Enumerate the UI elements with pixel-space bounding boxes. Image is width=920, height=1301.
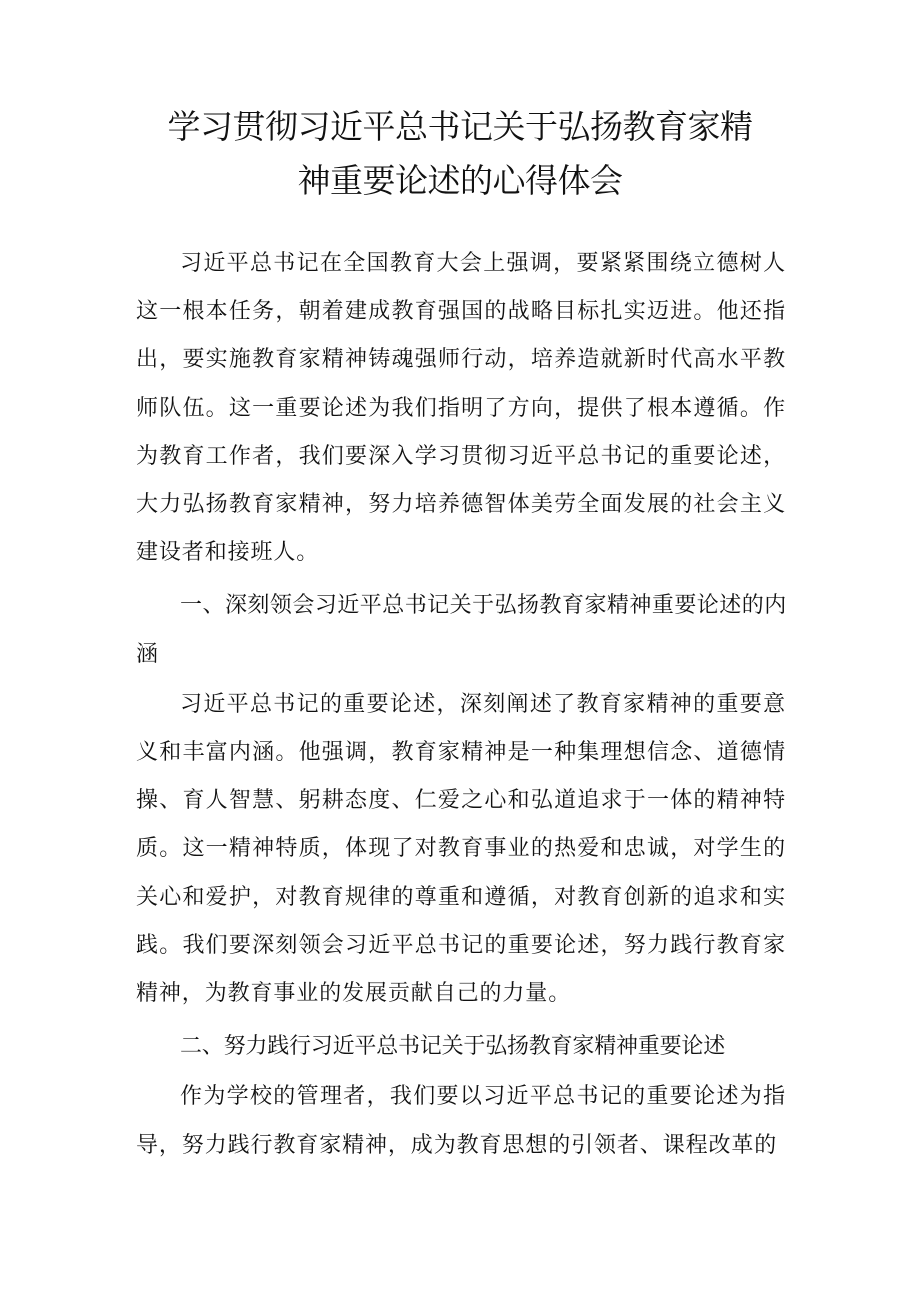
section-2-paragraph: 作为学校的管理者，我们要以习近平总书记的重要论述为指导，努力践行教育家精神，成为教育思想的引领者、课程改革的 — [136, 1084, 786, 1158]
intro-paragraph: 习近平总书记在全国教育大会上强调，要紧紧围绕立德树人这一根本任务，朝着建成教育强国的战略目标扎实迈进。他还指出，要实施教育家精神铸魂强师行动，培养造就新时代高水平教师队伍。这一重要论述为我们指明了方向，提供了根本遵循。作为教育工作者，我们要深入学习贯彻习近平总书记的重要论述，大力弘扬教育家精神，努力培养德智体美劳全面发展的社会主义建设者和接班人。 — [136, 251, 786, 566]
section-1-paragraph: 习近平总书记的重要论述，深刻阐述了教育家精神的重要意义和丰富内涵。他强调，教育家精神是一种集理想信念、道德情操、育人智慧、躬耕态度、仁爱之心和弘道追求于一体的精神特质。这一精神特质，体现了对教育事业的热爱和忠诚，对学生的关心和爱护，对教育规律的尊重和遵循，对教育创新的追求和实践。我们要深刻领会习近平总书记的重要论述，努力践行教育家精神，为教育事业的发展贡献自己的力量。 — [136, 691, 786, 1007]
document-title — [150, 100, 770, 208]
title-line-2: 神重要论述的心得体会 — [297, 161, 623, 200]
section-heading-1: 一、深刻领会习近平总书记关于弘扬教育家精神重要论述的内涵 — [136, 593, 786, 667]
section-heading-2: 二、努力践行习近平总书记关于弘扬教育家精神重要论述 — [180, 1034, 726, 1060]
document-body — [136, 240, 786, 1170]
title-line-1: 学习贯彻习近平总书记关于弘扬教育家精 — [167, 107, 753, 146]
